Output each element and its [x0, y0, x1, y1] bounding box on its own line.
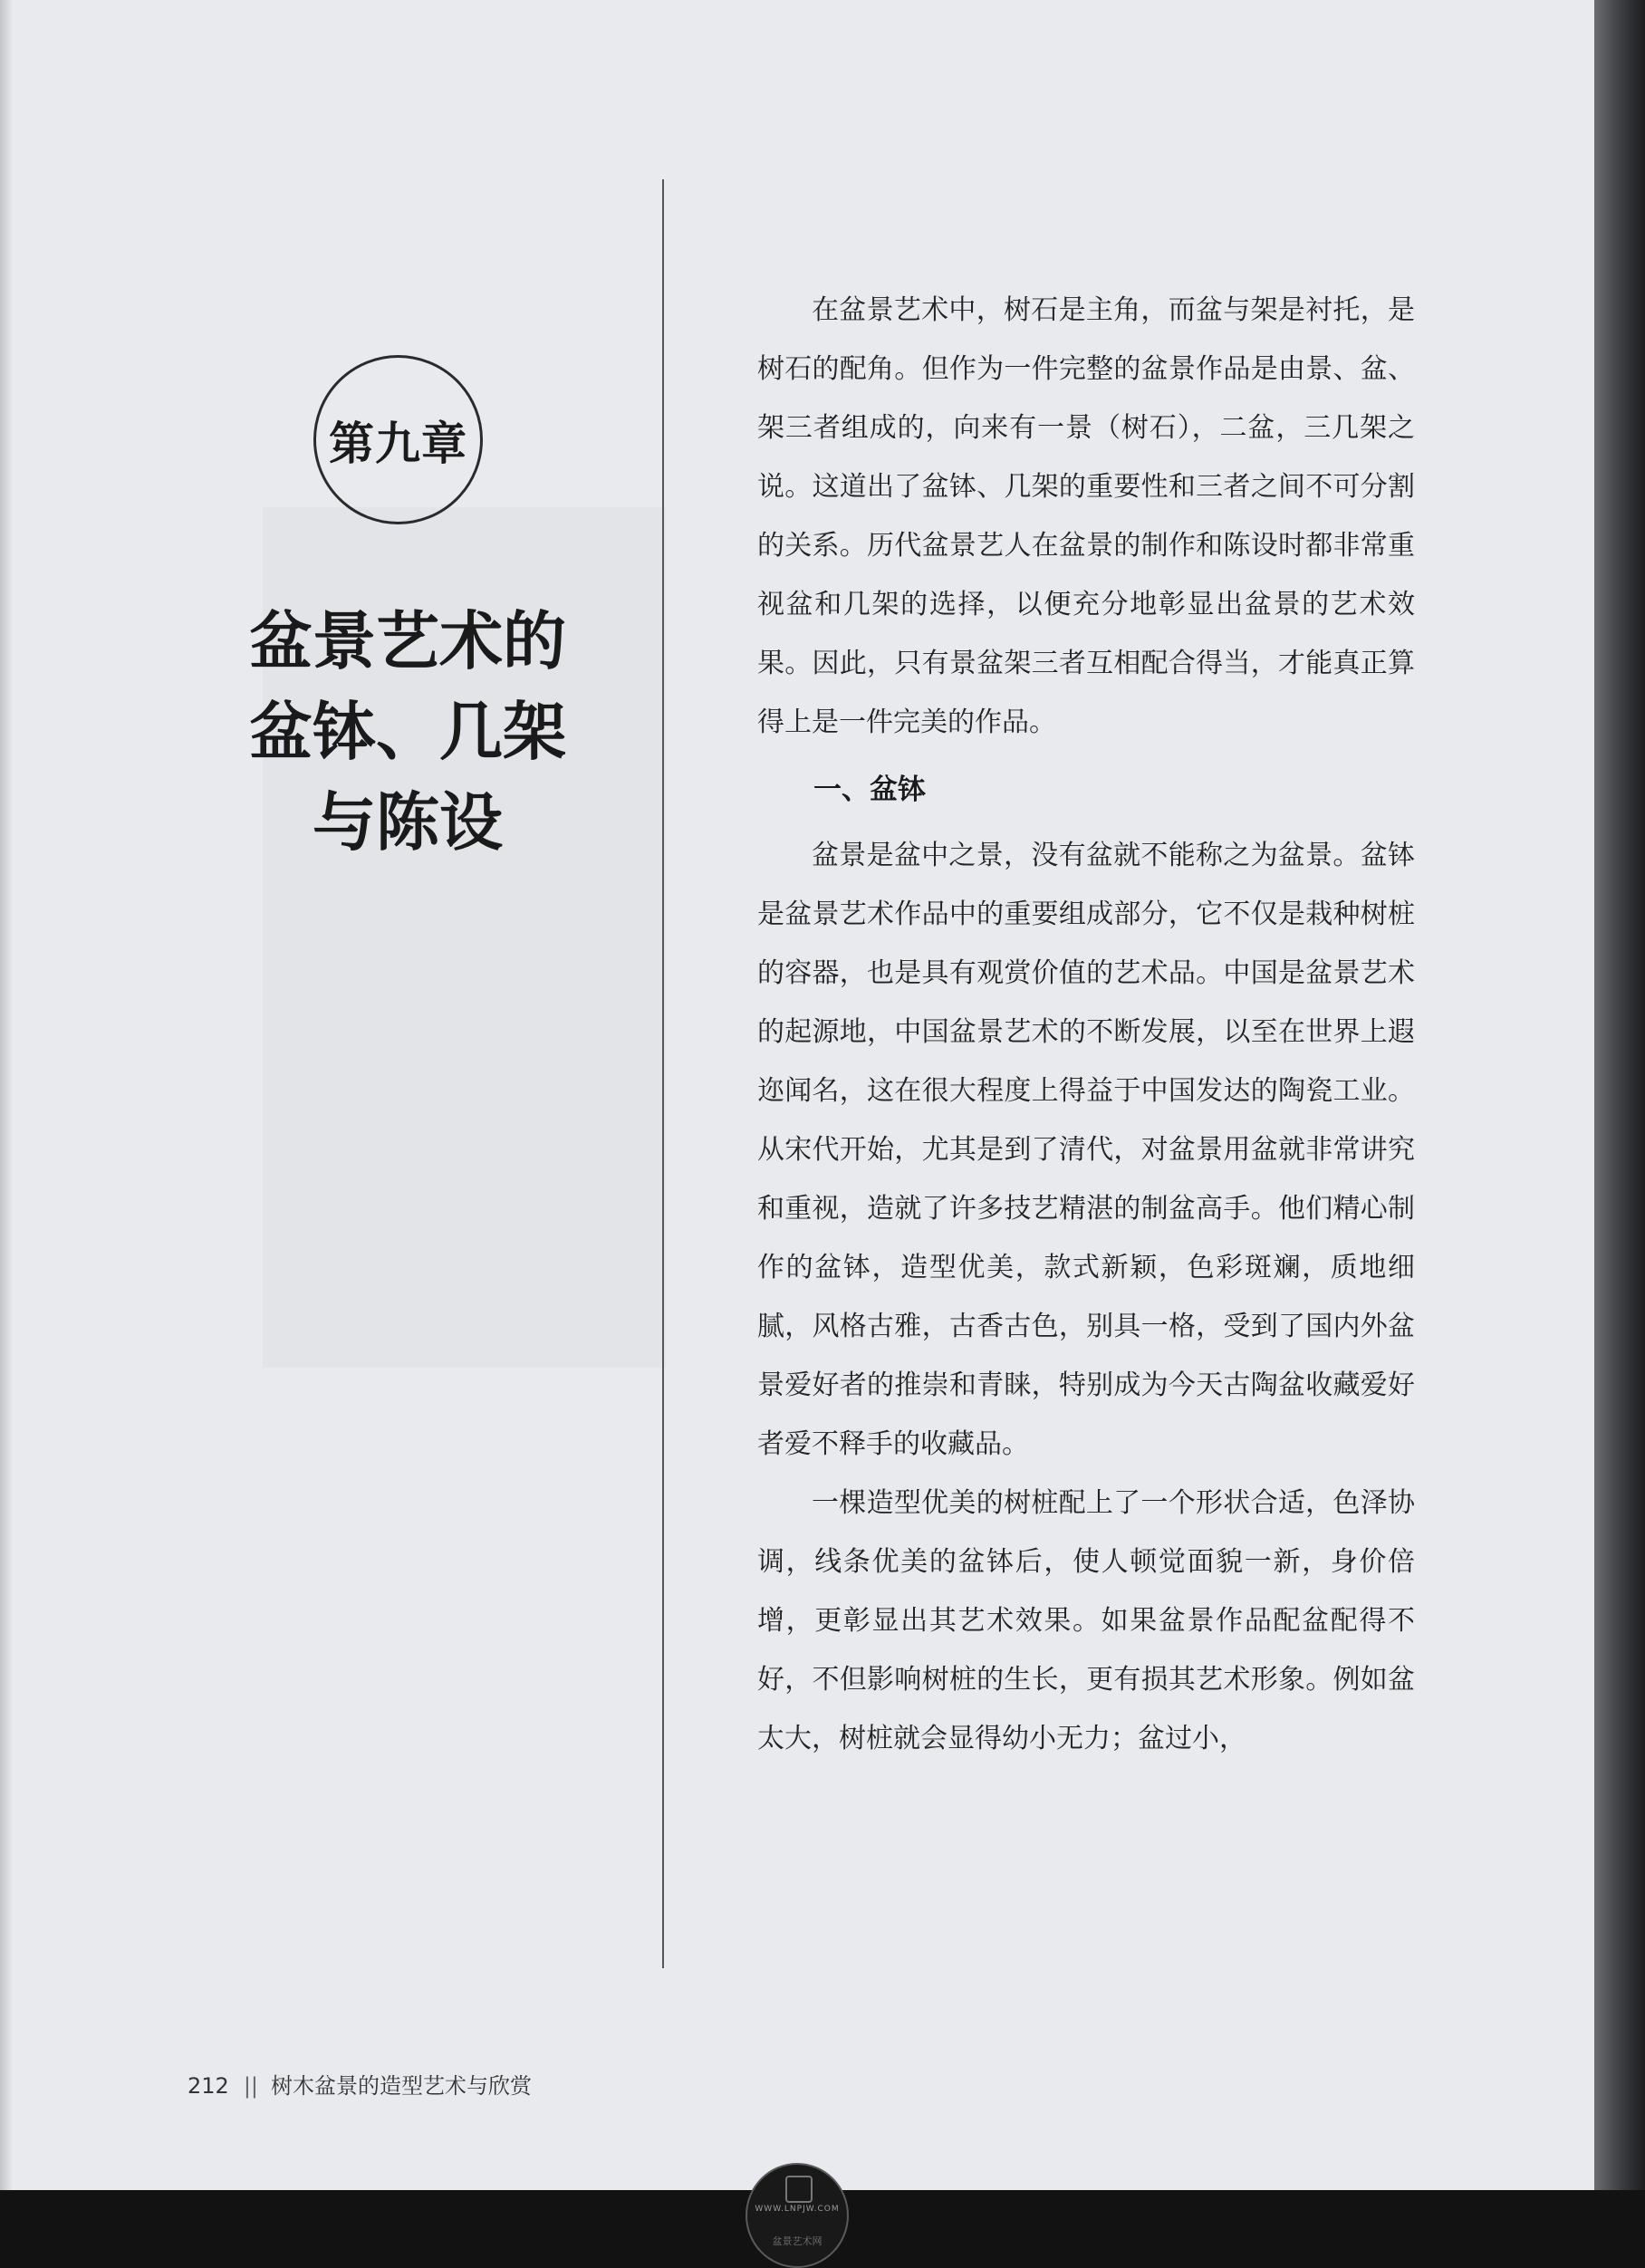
- body-paragraph: 盆景是盆中之景，没有盆就不能称之为盆景。盆钵是盆景艺术作品中的重要组成部分，它不仅是栽种树桩的容器，也是具有观赏价值的艺术品。中国是盆景艺术的起源地，中国盆景艺术的不断发展，以至在世界上遐迩闻名，这在很大程度上得益于中国发达的陶瓷工业。从宋代开始，尤其是到了清代，对盆景用盆就非常讲究和重视，造就了许多技艺精湛的制盆高手。他们精心制作的盆钵，造型优美，款式新颖，色彩斑斓，质地细腻，风格古雅，古香古色，别具一格，受到了国内外盆景爱好者的推崇和青睐，特别成为今天古陶盆收藏爱好者爱不释手的收藏品。: [757, 840, 1415, 1460]
- chapter-title-line: 盆钵、几架: [249, 695, 566, 769]
- chapter-badge: [313, 355, 483, 524]
- body-paragraph: 一棵造型优美的树桩配上了一个形状合适，色泽协调，线条优美的盆钵后，使人顿觉面貌一新，身价倍增，更彰显出其艺术效果。如果盆景作品配盆配得不好，不但影响树桩的生长，更有损其艺术形象。例如盆太大，树桩就会显得幼小无力；盆过小，: [757, 1487, 1415, 1754]
- page-edge-shadow: [1594, 0, 1645, 2190]
- book-title: 树木盆景的造型艺术与欣赏: [270, 2073, 532, 2099]
- intro-paragraph: 在盆景艺术中，树石是主角，而盆与架是衬托，是树石的配角。但作为一件完整的盆景作品是由景、盆、架三者组成的，向来有一景（树石），二盆，三几架之说。这道出了盆钵、几架的重要性和三者之间不可分割的关系。历代盆景艺人在盆景的制作和陈设时都非常重视盆和几架的选择，以便充分地彰显出盆景的艺术效果。因此，只有景盆架三者互相配合得当，才能真正算得上是一件完美的作品。: [757, 294, 1415, 738]
- body-text: [757, 281, 1415, 1768]
- page-number: 212: [188, 2073, 229, 2099]
- watermark-url: WWW.LNPJW.COM: [755, 2205, 840, 2214]
- footer-separator: ||: [243, 2073, 258, 2099]
- watermark-cn: 盆景艺术网: [772, 2235, 822, 2247]
- chapter-title-line: 与陈设: [313, 785, 503, 860]
- page-gutter-shadow: [0, 0, 13, 2190]
- page-footer: [188, 2068, 532, 2100]
- column-divider: [662, 179, 664, 1968]
- chapter-title-line: 盆景艺术的: [249, 604, 566, 678]
- site-watermark-logo: [746, 2163, 849, 2268]
- section-heading: 一、盆钵: [813, 774, 926, 806]
- chapter-label: 第九章: [329, 417, 467, 470]
- chapter-title: [217, 596, 598, 868]
- watermark-icon: [785, 2176, 813, 2203]
